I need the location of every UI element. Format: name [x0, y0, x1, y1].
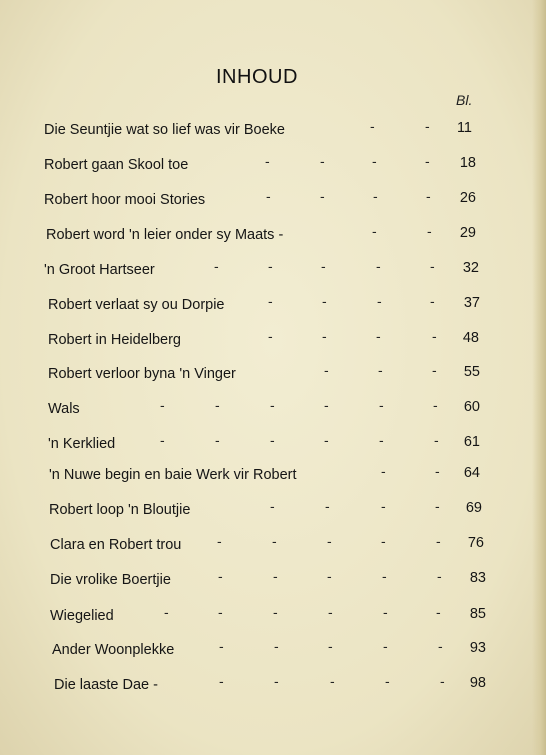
toc-entry-title: Robert loop 'n Bloutjie: [49, 502, 191, 518]
toc-entry-page-number: 85: [469, 606, 486, 622]
toc-entry: [0, 498, 546, 524]
leader-dash: -: [164, 604, 169, 620]
leader-dash: -: [214, 258, 219, 274]
leader-dash: -: [160, 397, 165, 413]
leader-dash: -: [324, 432, 329, 448]
toc-entry-page-number: 37: [463, 295, 480, 311]
toc-entry-title: Robert verlaat sy ou Dorpie: [48, 297, 225, 313]
leader-dash: -: [325, 498, 330, 514]
toc-entry-title: Die laaste Dae -: [54, 677, 158, 693]
leader-dash: -: [265, 153, 270, 169]
leader-dash: -: [437, 568, 442, 584]
toc-entry-page-number: 76: [467, 535, 484, 551]
leader-dash: -: [268, 328, 273, 344]
leader-dash: -: [270, 498, 275, 514]
leader-dash: -: [432, 328, 437, 344]
toc-entry: [0, 568, 546, 594]
leader-dash: -: [372, 223, 377, 239]
leader-dash: -: [383, 604, 388, 620]
leader-dash: -: [268, 258, 273, 274]
leader-dash: -: [373, 188, 378, 204]
leader-dash: -: [322, 328, 327, 344]
leader-dash: -: [215, 397, 220, 413]
leader-dash: -: [381, 498, 386, 514]
leader-dash: -: [217, 533, 222, 549]
leader-dash: -: [266, 188, 271, 204]
toc-entry: [0, 188, 546, 214]
leader-dash: -: [324, 362, 329, 378]
toc-entry-page-number: 61: [463, 434, 480, 450]
leader-dash: -: [438, 638, 443, 654]
leader-dash: -: [320, 153, 325, 169]
leader-dash: -: [379, 397, 384, 413]
leader-dash: -: [436, 533, 441, 549]
toc-entry-title: Robert verloor byna 'n Vinger: [48, 366, 236, 382]
toc-entry-page-number: 29: [459, 225, 476, 241]
toc-entry-title: Wals: [48, 401, 80, 417]
leader-dash: -: [268, 293, 273, 309]
leader-dash: -: [382, 568, 387, 584]
toc-entry-title: Wiegelied: [50, 608, 114, 624]
toc-entry-title: Robert word 'n leier onder sy Maats -: [46, 227, 284, 243]
toc-entry-page-number: 55: [463, 364, 480, 380]
leader-dash: -: [381, 463, 386, 479]
leader-dash: -: [328, 604, 333, 620]
leader-dash: -: [372, 153, 377, 169]
toc-entry-page-number: 32: [462, 260, 479, 276]
toc-entry-title: Die vrolike Boertjie: [50, 572, 171, 588]
leader-dash: -: [274, 638, 279, 654]
leader-dash: -: [427, 223, 432, 239]
toc-entry-page-number: 60: [463, 399, 480, 415]
toc-entry: [0, 223, 546, 249]
leader-dash: -: [425, 153, 430, 169]
leader-dash: -: [376, 328, 381, 344]
leader-dash: -: [426, 188, 431, 204]
leader-dash: -: [425, 118, 430, 134]
toc-entry: [0, 362, 546, 388]
leader-dash: -: [321, 258, 326, 274]
leader-dash: -: [218, 568, 223, 584]
toc-entry: [0, 463, 546, 489]
leader-dash: -: [320, 188, 325, 204]
leader-dash: -: [273, 568, 278, 584]
leader-dash: -: [324, 397, 329, 413]
toc-entry-title: Ander Woonplekke: [52, 642, 175, 658]
toc-entry-title: Robert hoor mooi Stories: [44, 192, 206, 208]
toc-entry-page-number: 64: [463, 465, 480, 481]
toc-entry: [0, 432, 546, 458]
toc-entry-title: Clara en Robert trou: [50, 537, 182, 553]
contents-heading: INHOUD: [216, 66, 298, 88]
leader-dash: -: [274, 673, 279, 689]
leader-dash: -: [381, 533, 386, 549]
toc-entry: [0, 533, 546, 559]
leader-dash: -: [219, 673, 224, 689]
leader-dash: -: [327, 533, 332, 549]
toc-entry: [0, 153, 546, 179]
toc-entry: [0, 118, 546, 144]
toc-entry-page-number: 93: [469, 640, 486, 656]
leader-dash: -: [378, 362, 383, 378]
toc-entry-title: Die Seuntjie wat so lief was vir Boeke: [44, 122, 285, 138]
toc-entry-title: 'n Kerklied: [48, 436, 116, 452]
leader-dash: -: [433, 397, 438, 413]
leader-dash: -: [432, 362, 437, 378]
leader-dash: -: [218, 604, 223, 620]
leader-dash: -: [434, 432, 439, 448]
toc-entry-title: 'n Nuwe begin en baie Werk vir Robert: [49, 467, 297, 483]
leader-dash: -: [215, 432, 220, 448]
page-column-label: Bl.: [456, 92, 473, 108]
leader-dash: -: [327, 568, 332, 584]
leader-dash: -: [160, 432, 165, 448]
leader-dash: -: [430, 293, 435, 309]
leader-dash: -: [435, 498, 440, 514]
leader-dash: -: [440, 673, 445, 689]
toc-entry: [0, 397, 546, 423]
leader-dash: -: [370, 118, 375, 134]
toc-entry: [0, 604, 546, 630]
leader-dash: -: [270, 397, 275, 413]
toc-entry: [0, 258, 546, 284]
toc-entry-title: 'n Groot Hartseer: [44, 262, 155, 278]
leader-dash: -: [430, 258, 435, 274]
leader-dash: -: [330, 673, 335, 689]
leader-dash: -: [376, 258, 381, 274]
toc-entry-page-number: 18: [459, 155, 476, 171]
leader-dash: -: [272, 533, 277, 549]
toc-entry: [0, 328, 546, 354]
toc-entry-title: Robert gaan Skool toe: [44, 157, 189, 173]
leader-dash: -: [383, 638, 388, 654]
leader-dash: -: [219, 638, 224, 654]
toc-entry-page-number: 11: [456, 120, 472, 136]
toc-entry-page-number: 69: [465, 500, 482, 516]
toc-entry-title: Robert in Heidelberg: [48, 332, 181, 348]
toc-entry-page-number: 83: [469, 570, 486, 586]
toc-entry: [0, 293, 546, 319]
toc-entry: [0, 638, 546, 664]
leader-dash: -: [377, 293, 382, 309]
leader-dash: -: [436, 604, 441, 620]
leader-dash: -: [379, 432, 384, 448]
leader-dash: -: [273, 604, 278, 620]
leader-dash: -: [435, 463, 440, 479]
toc-entry-page-number: 48: [462, 330, 479, 346]
leader-dash: -: [322, 293, 327, 309]
leader-dash: -: [328, 638, 333, 654]
toc-entry-page-number: 98: [469, 675, 486, 691]
toc-entry-page-number: 26: [459, 190, 476, 206]
toc-entry: [0, 673, 546, 699]
leader-dash: -: [270, 432, 275, 448]
leader-dash: -: [385, 673, 390, 689]
